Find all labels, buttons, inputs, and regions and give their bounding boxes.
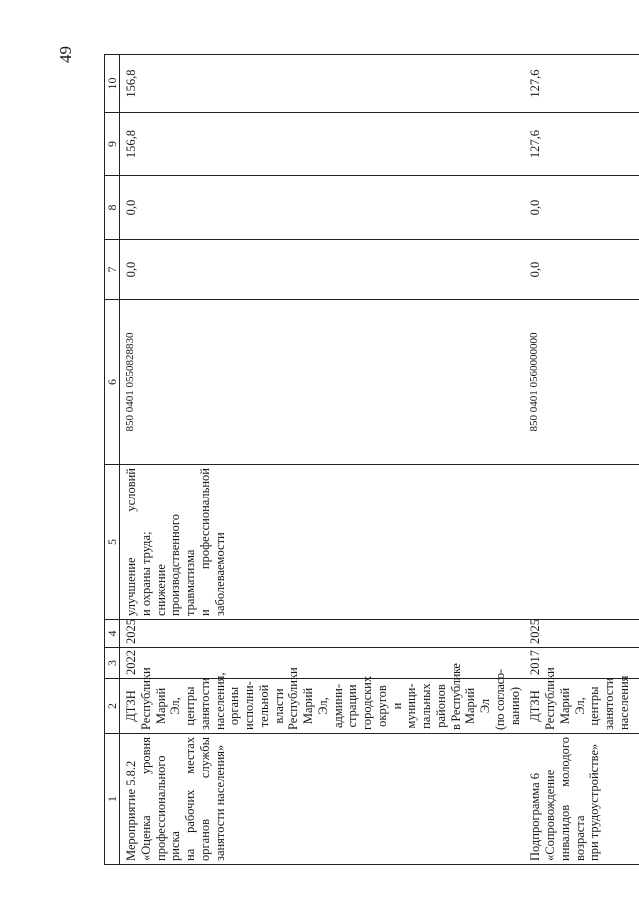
row2-executor-line: занятости (602, 677, 617, 730)
row1-name-line: на рабочих местах (183, 737, 198, 861)
header-col-5: 5 (105, 465, 120, 620)
row1-executor-line: в Республике (448, 663, 463, 730)
header-col-4: 4 (105, 620, 120, 648)
row2-budget-code: 850 0401 0560000000 (524, 300, 639, 465)
row1-executor-line: Республики (286, 667, 301, 730)
row1-executor-line: Марий Эл, (301, 687, 330, 725)
row1-executor-line: страции (345, 684, 360, 728)
row2-name-line: Подпрограмма 6 (528, 772, 543, 861)
row1-executor-line: Марий Эл (463, 687, 493, 725)
row1-executor-line: админи- (330, 683, 345, 729)
row2-name-line: инвалидов молодого (557, 737, 572, 861)
row1-result-line: снижение (153, 564, 168, 616)
row1-result-line: заболеваемости (212, 532, 227, 616)
header-col-8: 8 (105, 176, 120, 240)
row1-executor-line: пальных (419, 683, 434, 729)
row1-name-line: профессионального риска (153, 755, 183, 861)
row2-value-10: 127,6 (524, 55, 639, 113)
row2-end-year: 2025 (524, 620, 639, 648)
row1-name-line: Мероприятие 5.8.2 (124, 760, 139, 861)
header-col-1: 1 (105, 734, 120, 865)
page-number: 49 (56, 46, 75, 63)
row1-executor-line: исполни- (242, 681, 257, 730)
row1-value-10: 156,8 (120, 55, 525, 113)
row1-start-year: 2022 (120, 648, 525, 679)
row1-name (120, 734, 525, 865)
row1-result (120, 465, 525, 620)
row2-executor-line: Республики (543, 667, 558, 730)
row1-executor-line: округов и (374, 685, 404, 727)
row1-budget-code: 850 0401 0550828830 (120, 300, 525, 465)
row1-executor-line: Республики (138, 667, 153, 730)
row1-name-line: «Оценка уровня (138, 737, 153, 861)
row2-executor-line: населения (616, 675, 631, 730)
row1-name-line: органов службы (197, 737, 212, 861)
header-col-3: 3 (105, 648, 120, 679)
row1-value-8: 0,0 (120, 176, 525, 240)
row1-result-line: и профессиональной (197, 468, 212, 616)
row1-result-line: производственного (168, 514, 183, 616)
row1-end-year: 2025 (120, 620, 525, 648)
row1-executor (120, 663, 525, 734)
row1-result-line: травматизма (183, 549, 198, 616)
row1-executor-line: районов (433, 684, 448, 728)
header-col-9: 9 (105, 113, 120, 176)
row1-name-line: занятости населения» (212, 744, 227, 861)
row2-executor (524, 667, 639, 734)
row2-result (524, 465, 639, 620)
row2-value-8: 0,0 (524, 176, 639, 240)
row1-executor-line: ванию) (507, 686, 522, 726)
row2-value-9: 127,6 (524, 113, 639, 176)
header-col-6: 6 (105, 300, 120, 465)
row2-executor-line: Марий Эл, (557, 687, 587, 725)
table-row (120, 55, 525, 865)
row2-name-line: «Сопровождение (543, 769, 558, 861)
row2-name-line: при трудоустройстве» (587, 743, 602, 861)
header-col-7: 7 (105, 240, 120, 300)
row1-executor-line: (по согласо- (492, 669, 507, 730)
row1-result-line: и охраны труда; (138, 531, 153, 616)
row1-executor-line: населения, (212, 672, 227, 730)
row1-executor-line: власти (271, 688, 286, 724)
row1-executor-line: городских (360, 675, 375, 730)
row1-executor-line: ДТЗН (124, 690, 139, 722)
row1-value-9: 156,8 (120, 113, 525, 176)
header-row (105, 55, 120, 865)
row2-executor-line: центры (587, 686, 602, 726)
row1-executor-line: тельной (256, 684, 271, 728)
row1-executor-line: Марий Эл, (153, 687, 183, 725)
row2-name (524, 734, 639, 865)
row1-value-7: 0,0 (120, 240, 525, 300)
row1-executor-line: занятости (197, 677, 212, 730)
row1-executor-line: центры (183, 686, 198, 726)
row2-start-year: 2017 (524, 648, 639, 679)
header-col-10: 10 (105, 55, 120, 113)
row2-value-7: 0,0 (524, 240, 639, 300)
program-table (104, 54, 639, 865)
header-col-2: 2 (105, 679, 120, 734)
row1-result-line: улучшение условий (124, 468, 139, 616)
row2-name-line: возраста (572, 815, 587, 861)
row2-executor-line: ДТЗН (528, 690, 543, 722)
table-row (524, 55, 639, 865)
row1-executor-line: органы (227, 686, 242, 726)
row1-executor-line: муници- (404, 683, 419, 729)
